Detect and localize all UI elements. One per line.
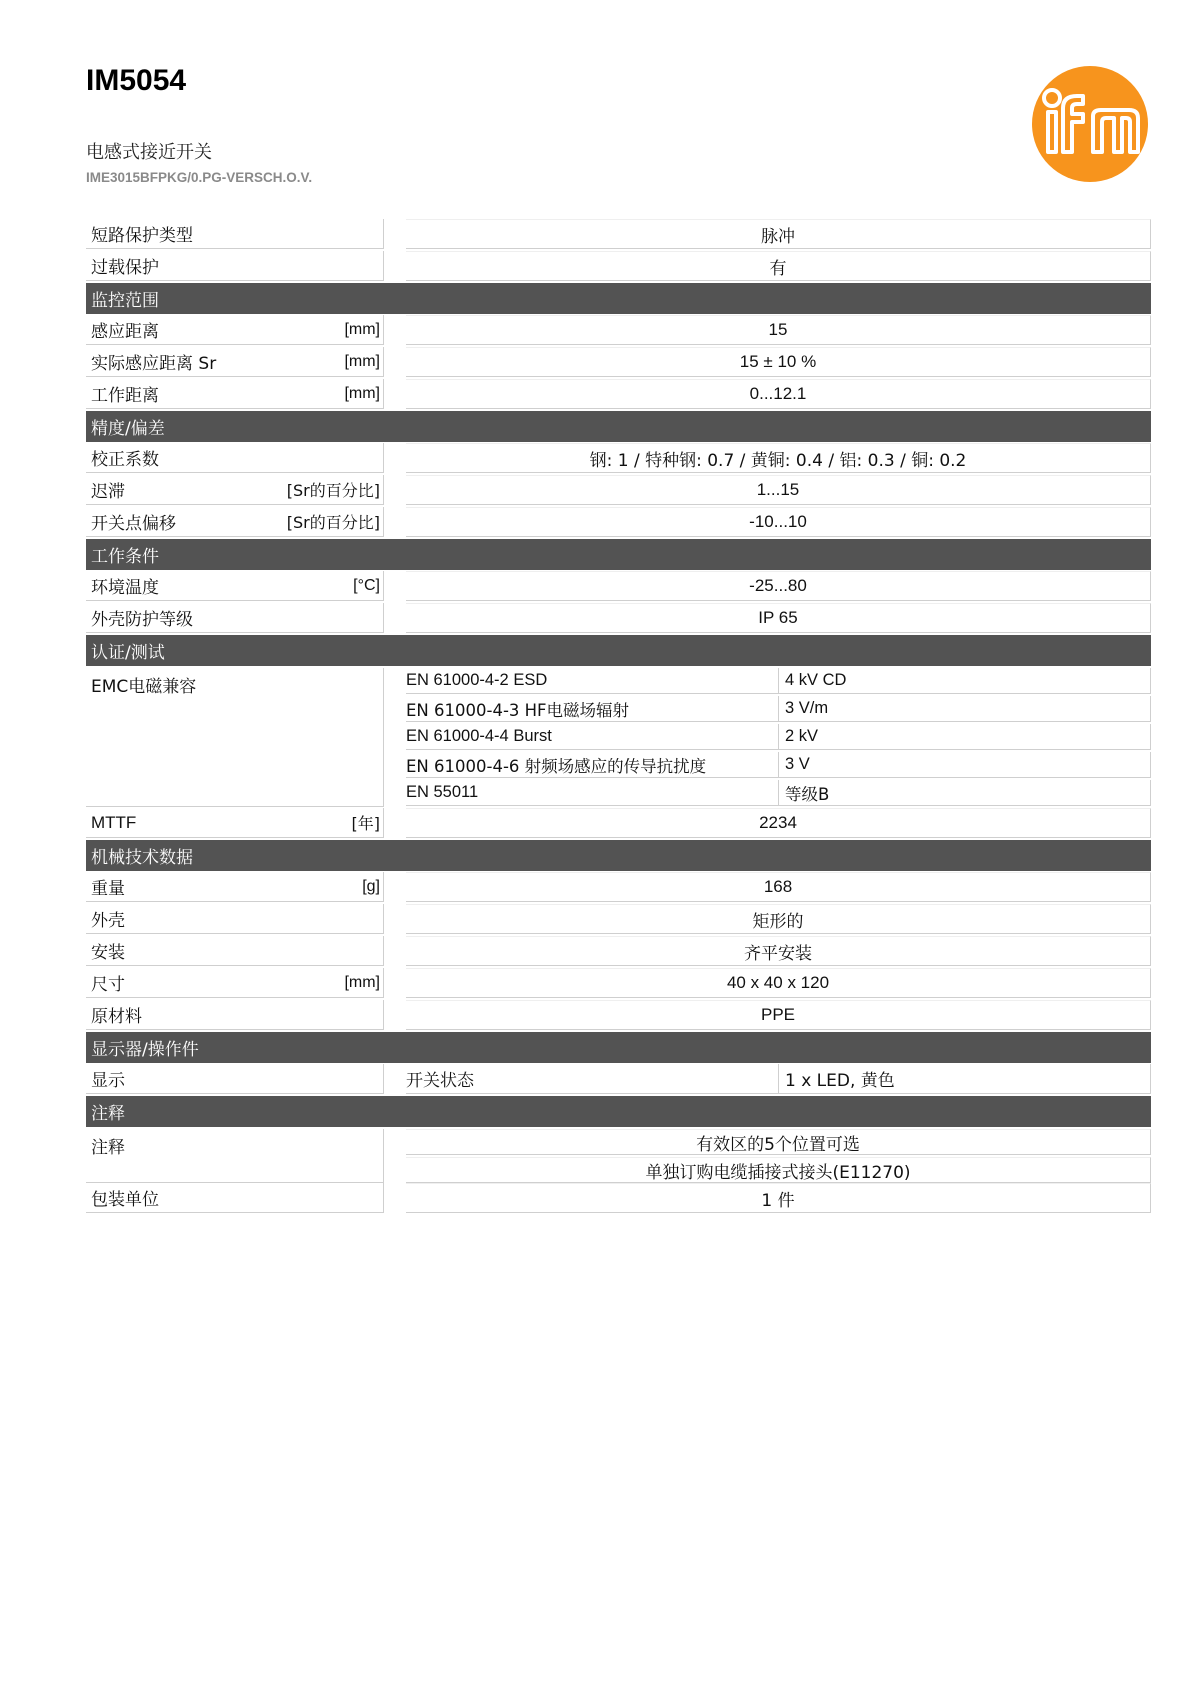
spec-unit: [mm]	[344, 973, 380, 991]
spec-row-display	[86, 1064, 1151, 1094]
spec-row	[86, 507, 1151, 537]
emc-row	[406, 724, 1151, 750]
spec-unit: [°C]	[353, 576, 380, 594]
spec-row	[86, 475, 1151, 505]
spec-row	[86, 872, 1151, 902]
spec-row-package	[86, 1183, 1151, 1213]
spec-label: 短路保护类型	[91, 226, 193, 246]
page-title: IM5054	[86, 64, 187, 97]
spec-label: 校正系数	[91, 450, 159, 470]
spec-row	[86, 904, 1151, 934]
spec-label: 原材料	[91, 1007, 142, 1027]
section-header-conditions: 工作条件	[86, 539, 1151, 570]
emc-block	[86, 668, 1151, 808]
spec-unit: [Sr的百分比]	[286, 481, 380, 500]
spec-value: 168	[406, 872, 1151, 902]
spec-row	[86, 315, 1151, 345]
note-line: 有效区的5个位置可选	[406, 1129, 1151, 1155]
section-header-certification: 认证/测试	[86, 635, 1151, 666]
display-sub-label: 开关状态	[406, 1064, 779, 1094]
spec-label: 安装	[91, 943, 125, 963]
spec-row-short-circuit	[86, 219, 1151, 249]
spec-row	[86, 347, 1151, 377]
spec-row-mttf	[86, 808, 1151, 838]
section-header-accuracy: 精度/偏差	[86, 411, 1151, 442]
spec-label: 过载保护	[91, 258, 159, 278]
spec-value: 齐平安装	[406, 936, 1151, 966]
spec-unit: [Sr的百分比]	[286, 513, 380, 532]
notes-block	[86, 1129, 1151, 1183]
spec-unit: [mm]	[344, 320, 380, 338]
spec-row	[86, 603, 1151, 633]
display-value: 1 x LED, 黄色	[779, 1064, 1151, 1094]
spec-value: PPE	[406, 1000, 1151, 1030]
note-line: 单独订购电缆插接式接头(E11270)	[406, 1157, 1151, 1183]
emc-value: 3 V	[779, 752, 1151, 778]
spec-row	[86, 968, 1151, 998]
datasheet	[86, 219, 1151, 1213]
spec-label: 迟滞	[91, 482, 125, 502]
section-header-notes: 注释	[86, 1096, 1151, 1127]
spec-label: EMC电磁兼容	[91, 677, 197, 697]
spec-value: IP 65	[406, 603, 1151, 633]
spec-unit: [mm]	[344, 384, 380, 402]
spec-label: 工作距离	[91, 386, 159, 406]
spec-value: -25...80	[406, 571, 1151, 601]
emc-standard: EN 61000-4-3 HF电磁场辐射	[406, 696, 779, 722]
spec-row	[86, 443, 1151, 473]
spec-row	[86, 936, 1151, 966]
emc-standard: EN 61000-4-4 Burst	[406, 724, 779, 750]
spec-label: 环境温度	[91, 578, 159, 598]
ifm-logo	[1030, 64, 1150, 184]
spec-label: 尺寸	[91, 975, 125, 995]
spec-value: 脉冲	[406, 219, 1151, 249]
product-subtitle: 电感式接近开关	[86, 142, 212, 163]
emc-value: 4 kV CD	[779, 668, 1151, 694]
emc-row	[406, 696, 1151, 722]
emc-value: 等级B	[779, 780, 1151, 806]
spec-label: MTTF	[91, 812, 137, 832]
spec-unit: [g]	[362, 877, 380, 895]
spec-value: 1...15	[406, 475, 1151, 505]
spec-label: 感应距离	[91, 322, 159, 342]
spec-label: 外壳	[91, 911, 125, 931]
spec-row	[86, 1000, 1151, 1030]
spec-value: -10...10	[406, 507, 1151, 537]
section-header-display: 显示器/操作件	[86, 1032, 1151, 1063]
spec-row-overload	[86, 251, 1151, 281]
spec-value: 2234	[406, 808, 1151, 838]
spec-value: 40 x 40 x 120	[406, 968, 1151, 998]
section-header-mechanical: 机械技术数据	[86, 840, 1151, 871]
emc-value: 2 kV	[779, 724, 1151, 750]
spec-label: 开关点偏移	[91, 514, 176, 534]
spec-value: 有	[406, 251, 1151, 281]
spec-row	[86, 571, 1151, 601]
section-header-monitoring: 监控范围	[86, 283, 1151, 314]
spec-unit: [mm]	[344, 352, 380, 370]
emc-table	[406, 668, 1151, 808]
product-code: IME3015BFPKG/0.PG-VERSCH.O.V.	[86, 170, 313, 185]
spec-label: 重量	[91, 879, 125, 899]
spec-value: 15	[406, 315, 1151, 345]
spec-label: 注释	[91, 1138, 125, 1158]
spec-label: 包装单位	[91, 1190, 159, 1210]
emc-value: 3 V/m	[779, 696, 1151, 722]
emc-standard: EN 55011	[406, 780, 779, 806]
spec-value: 1 件	[406, 1183, 1151, 1213]
emc-standard: EN 61000-4-6 射频场感应的传导抗扰度	[406, 752, 779, 778]
spec-label: 外壳防护等级	[91, 610, 193, 630]
spec-value: 0...12.1	[406, 379, 1151, 409]
spec-value: 钢: 1 / 特种钢: 0.7 / 黄铜: 0.4 / 铝: 0.3 / 铜: 0.2	[406, 443, 1151, 473]
emc-row	[406, 752, 1151, 778]
spec-value: 15 ± 10 %	[406, 347, 1151, 377]
emc-row	[406, 668, 1151, 694]
spec-unit: [年]	[351, 814, 380, 833]
spec-label: 显示	[91, 1071, 125, 1091]
spec-value: 矩形的	[406, 904, 1151, 934]
emc-standard: EN 61000-4-2 ESD	[406, 668, 779, 694]
spec-row	[86, 379, 1151, 409]
spec-label: 实际感应距离 Sr	[91, 354, 217, 374]
emc-row	[406, 780, 1151, 806]
